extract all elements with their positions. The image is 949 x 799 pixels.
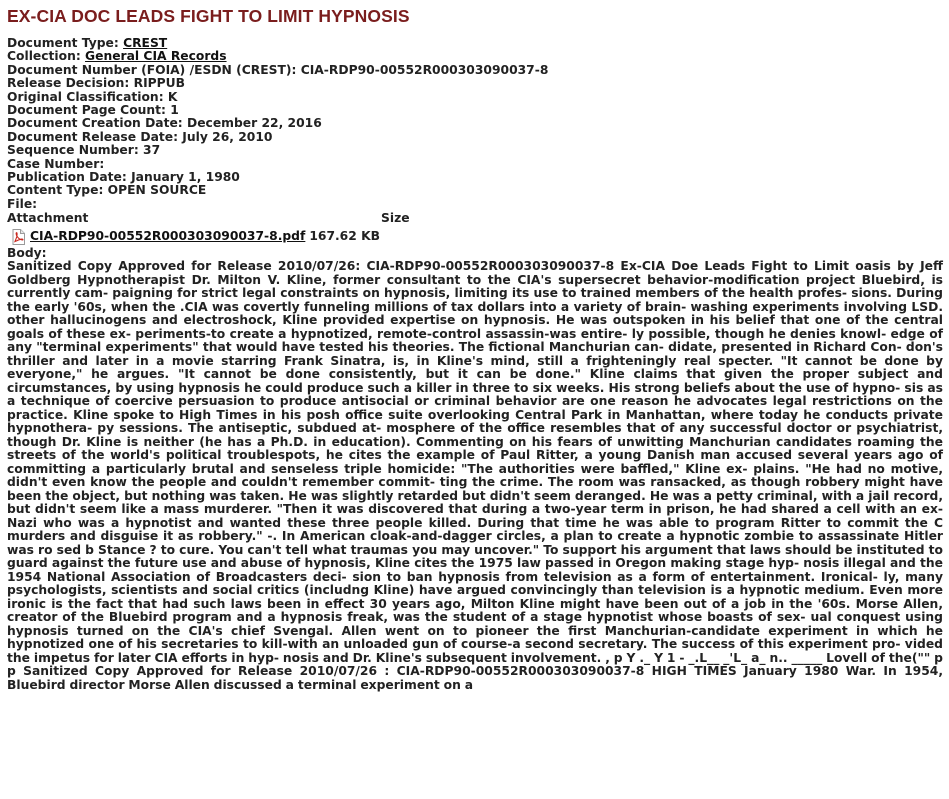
field-value: OPEN SOURCE [107, 183, 207, 198]
field-label: Publication Date: [7, 170, 127, 185]
field-label: Document Creation Date: [7, 116, 183, 131]
field-release-decision [7, 77, 943, 90]
field-file [7, 198, 943, 211]
field-sequence-number [7, 144, 943, 157]
page-title: EX-CIA DOC LEADS FIGHT TO LIMIT HYPNOSIS [7, 6, 410, 26]
document-type-link[interactable]: CREST [123, 36, 168, 50]
attachment-column-header: Attachment [7, 211, 89, 226]
field-label: Document Release Date: [7, 129, 179, 144]
field-case-number [7, 158, 943, 171]
body-label: Body: [7, 245, 47, 260]
attachment-row [7, 229, 943, 245]
field-label: Document Type: [7, 36, 119, 50]
field-label: Content Type: [7, 183, 104, 198]
field-collection [7, 50, 943, 63]
field-release-date [7, 131, 943, 144]
field-value: 37 [143, 143, 161, 158]
document-page [7, 5, 943, 692]
field-content-type [7, 184, 943, 197]
field-label: Collection: [7, 49, 81, 64]
size-column-header: Size [381, 211, 410, 226]
field-value: RIPPUB [133, 76, 186, 91]
field-label: Release Decision: [7, 76, 130, 91]
field-page-count [7, 104, 943, 117]
field-value: 1 [170, 103, 179, 118]
field-publication-date [7, 171, 943, 184]
field-document-type [7, 37, 943, 50]
field-label: Case Number: [7, 156, 105, 171]
attachment-download-link[interactable]: CIA-RDP90-00552R000303090037-8.pdf [30, 228, 306, 243]
field-creation-date [7, 117, 943, 130]
field-original-classification [7, 91, 943, 104]
field-label: Sequence Number: [7, 143, 139, 158]
field-value: January 1, 1980 [131, 170, 240, 185]
field-label: Document Page Count: [7, 103, 166, 118]
field-value: K [167, 89, 178, 104]
body-text: Sanitized Copy Approved for Release 2010/07/26: CIA-RDP90-00552R000303090037-8 Ex-CIA Doe Leads Fight to Limit oasis by Jeff Goldberg Hypnotherapist Dr. Milton V. Kline, former consultant to the CIA's supersecret behavior-modification project Bluebird, is currently cam- paigning for strict legal constraints on hypnosis, limiting its use to trained members of the health profes- sions. During the early '60s, when the .CIA was covertly funneling millions of tax dollars into a variety of brain- washing experiments involving LSD. other hallucinogens and electroshock, Kline provided expertise on hypnosis. He was outspoken in his belief that one of the central goals of these ex- periments-to create a hypnotized, remote-control assassin-was entire- ly possible, though he denies knowl- edge of any "terminal experiments" that would have tested his theories. The fictional Manchurian can- didate, presented in Richard Con- don's thriller and later in a movie starring Frank Sinatra, is, in Kline's mind, still a frighteningly real specter. "It cannot be done by everyone," he argues. "It cannot be done consistently, but it can be done." Kline claims that given the proper subject and circumstances, by using hypnosis he could produce such a killer in three to six weeks. His strong beliefs about the use of hypno- sis as a technique of coercive persuasion to produce antisocial or criminal behavior are one reason he advocates legal restrictions on the practice. Kline spoke to High Times in his posh office suite overlooking Central Park in Manhattan, where today he conducts private hypnothera- py sessions. The antiseptic, subdued at- mosphere of the office resembles that of any successful doctor or psychiatrist, though Dr. Kline is neither (he has a Ph.D. in education). Commenting on his fears of unwitting Manchurian candidates roaming the streets of the world's political troublespots, he cites the example of Paul Ritter, a young Danish man accused several years ago of committing a particularly brutal and senseless triple homicide: "The authorities were baffled," Kline ex- plains. "He had no motive, didn't even know the people and couldn't remember commit- ting the crime. The room was ransacked, as though robbery might have been the object, but nothing was taken. He was slightly retarded but didn't seem deranged. He was a petty criminal, with a jail record, but didn't seem like a mass murderer. "Then it was discovered that during a two-year term in prison, he had shared a cell with an ex-Nazi who was a hypnotist and wanted these three people killed. During that time he was able to program Ritter to commit the C murders and disguise it as robbery." -. In American cloak-and-dagger circles, a plan to create a hypnotic zombie to assassinate Hitler was ro sed b Stance ? to cure. You can't tell what traumas you may uncover." To support his argument that laws should be instituted to guard against the future use and abuse of hypnosis, Kline cites the 1975 law passed in Oregon making stage hyp- nosis illegal and the 1954 National Association of Broadcasters deci- sion to ban hypnosis from television as a form of entertainment. Ironical- ly, many psychologists, scientists and social critics (includng Kline) have argued convincingly than television is a hypnotic medium. Even more ironic is the fact that had such laws been in effect 30 years ago, Milton Kline might have been out of a job in the '60s. Morse Allen, creator of the Bluebird program and a hypnosis freak, was the student of a stage hypnotist whose boasts of sex- ual conquest using hypnosis turned on the CIA's chief Svengal. Allen went on to pioneer the first Manchurian-candidate experiment in which he hypnotized one of his secretaries to kill-with an unloaded gun of course-a second secretary. The success of this experiment pro- vided the impetus for later CIA efforts in hyp- nosis and Dr. Kline's subsequent involvement. , p Y ._ Y 1 - _.L__ _'L_ a_ n.. _____ Lovell of the("" p p Sanitized Copy Approved for Release 2010/07/26 : CIA-RDP90-00552R000303090037-8 HIGH TIMES January 1980 War. In 1954, Bluebird director Morse Allen discussed a terminal experiment on a [7, 259, 943, 692]
attachment-file-size: 167.62 KB [309, 228, 380, 243]
attachment-table-header [7, 212, 943, 225]
field-value: December 22, 2016 [187, 116, 322, 131]
field-label: File: [7, 196, 38, 211]
field-value: July 26, 2010 [182, 129, 273, 144]
field-value: CIA-RDP90-00552R000303090037-8 [300, 62, 549, 77]
field-label: Document Number (FOIA) /ESDN (CREST): [7, 62, 297, 77]
metadata-block [7, 37, 943, 260]
pdf-file-icon[interactable] [12, 229, 25, 245]
collection-link[interactable]: General CIA Records [85, 49, 227, 64]
field-label: Original Classification: [7, 89, 164, 104]
field-document-number [7, 64, 943, 77]
